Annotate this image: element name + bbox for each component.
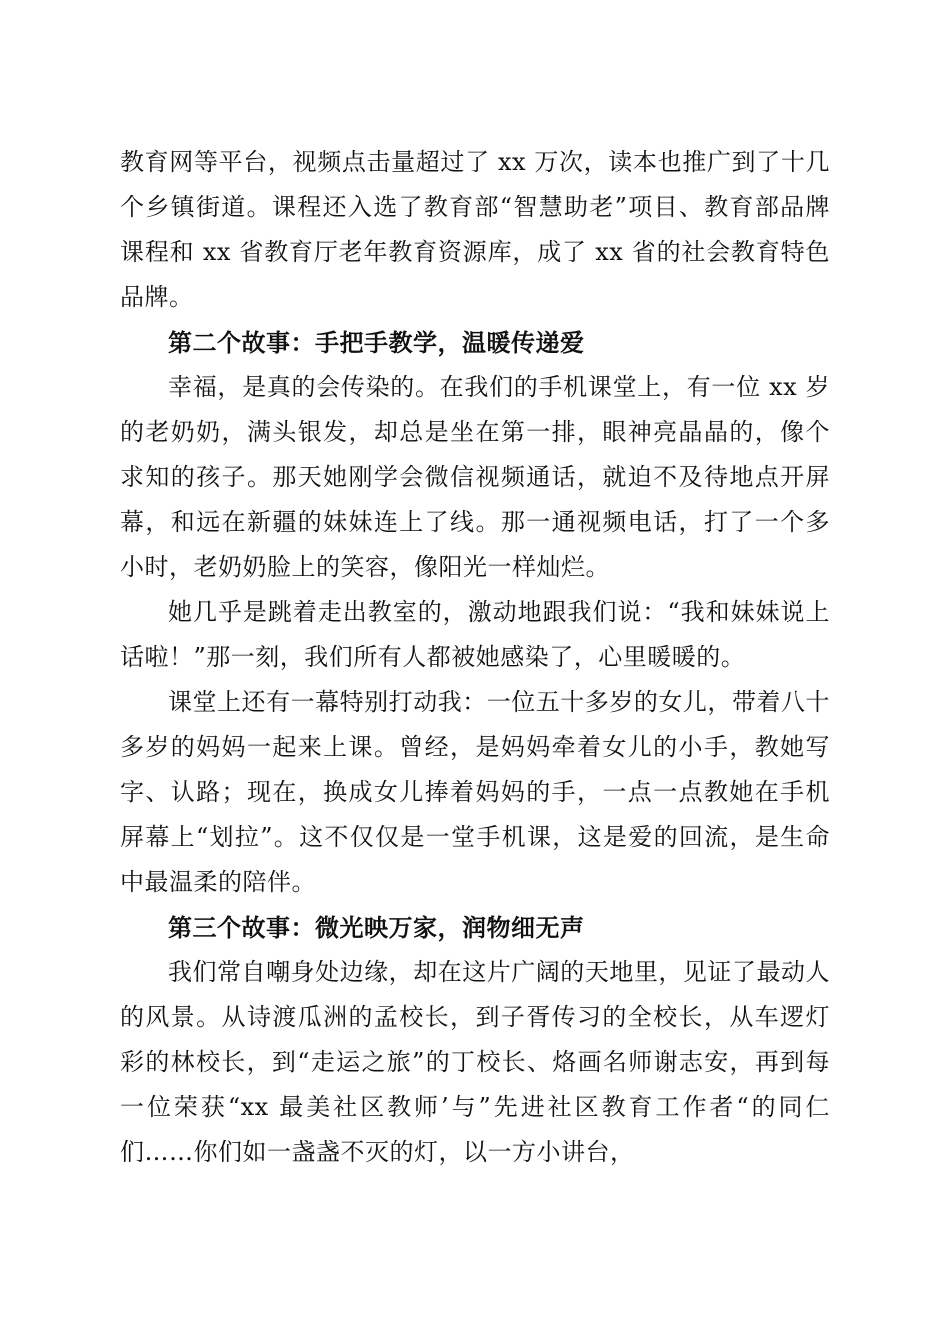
paragraph-continuation: 教育网等平台，视频点击量超过了 xx 万次，读本也推广到了十几个乡镇街道。课程还入选了教育部“智慧助老”项目、教育部品牌课程和 xx 省教育厅老年教育资源库，成了 xx 省的社会教育特色品牌。 xyxy=(120,148,830,311)
paragraph: 课堂上还有一幕特别打动我：一位五十多岁的女儿，带着八十多岁的妈妈一起来上课。曾经，是妈妈牵着女儿的小手，教她写字、认路；现在，换成女儿捧着妈妈的手，一点一点教她在手机屏幕上“划拉”。这不仅仅是一堂手机课，这是爱的回流，是生命中最温柔的陪伴。 xyxy=(120,688,830,896)
paragraph: 我们常自嘲身处边缘，却在这片广阔的天地里，见证了最动人的风景。从诗渡瓜洲的孟校长，到子胥传习的全校长，从车逻灯彩的林校长，到“走运之旅”的丁校长、烙画名师谢志安，再到每一位荣获“xx 最美社区教师’与”先进社区教育工作者“的同仁们……你们如一盏盏不灭的灯，以一方小讲台， xyxy=(120,958,830,1166)
section-heading-story-two: 第二个故事：手把手教学，温暖传递爱 xyxy=(168,328,585,357)
document-body xyxy=(120,140,830,1175)
paragraph: 幸福，是真的会传染的。在我们的手机课堂上，有一位 xx 岁的老奶奶，满头银发，却总是坐在第一排，眼神亮晶晶的，像个求知的孩子。那天她刚学会微信视频通话，就迫不及待地点开屏幕，和远在新疆的妹妹连上了线。那一通视频电话，打了一个多小时，老奶奶脸上的笑容，像阳光一样灿烂。 xyxy=(120,373,830,581)
section-heading-story-three: 第三个故事：微光映万家，润物细无声 xyxy=(168,913,585,942)
paragraph: 她几乎是跳着走出教室的，激动地跟我们说：“我和妹妹说上话啦！”那一刻，我们所有人都被她感染了，心里暖暖的。 xyxy=(120,598,830,671)
